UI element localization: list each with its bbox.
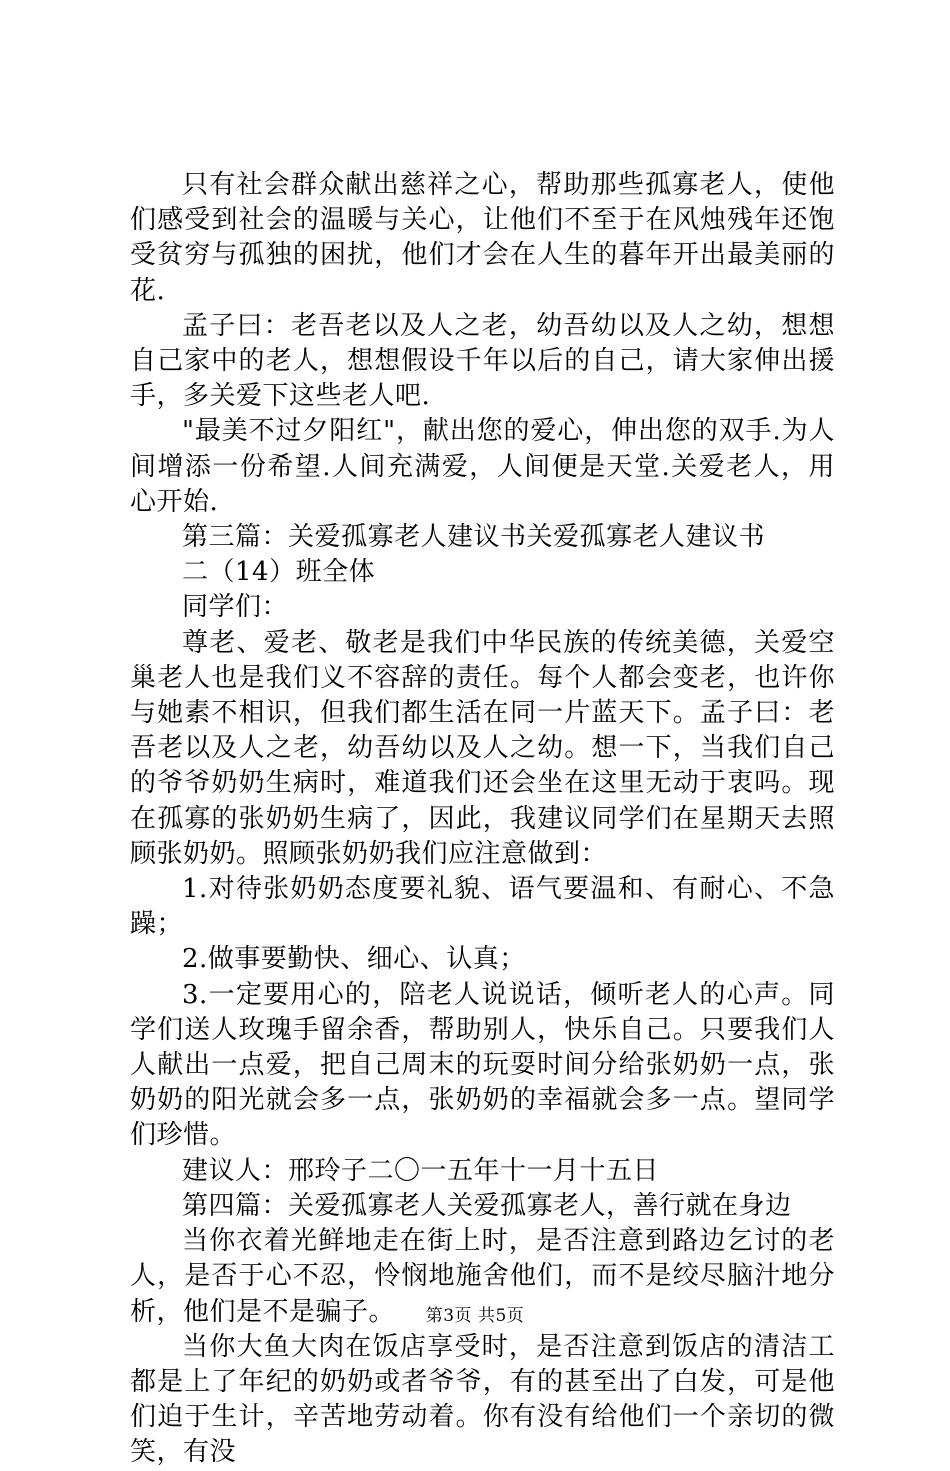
- list-item: 3.一定要用心的，陪老人说说话，倾听老人的心声。同学们送人玫瑰手留余香，帮助别人，快乐自己。只要我们人人献出一点爱，把自己周末的玩耍时间分给张奶奶一点，张奶奶的阳光就会多一点，张奶奶的幸福就会多一点。望同学们珍惜。: [130, 979, 835, 1151]
- paragraph: 尊老、爱老、敬老是我们中华民族的传统美德，关爱空巢老人也是我们义不容辞的责任。每个人都会变老，也许你与她素不相识，但我们都生活在同一片蓝天下。孟子曰：老吾老以及人之老，幼吾幼以及人之幼。想一下，当我们自己的爷爷奶奶生病时，难道我们还会坐在这里无动于衷吗。现在孤寡的张奶奶生病了，因此，我建议同学们在星期天去照顾张奶奶。照顾张奶奶我们应注意做到：: [130, 627, 835, 869]
- document-body: [130, 168, 835, 1471]
- page-number-footer: 第3页 共5页: [425, 1306, 525, 1326]
- paragraph: 当你大鱼大肉在饭店享受时，是否注意到饭店的清洁工都是上了年纪的奶奶或者爷爷，有的甚至出了白发，可是他们迫于生计，辛苦地劳动着。你有没有给他们一个亲切的微笑，有没: [130, 1331, 835, 1468]
- signature-line: 建议人：邢玲子二〇一五年十一月十五日: [182, 1155, 660, 1186]
- section-heading: 第四篇：关爱孤寡老人关爱孤寡老人，善行就在身边: [182, 1190, 792, 1221]
- paragraph: "最美不过夕阳红"，献出您的爱心，伸出您的双手.为人间增添一份希望.人间充满爱，人间便是天堂.关爱老人，用心开始.: [130, 416, 835, 517]
- paragraph: 当你衣着光鲜地走在街上时，是否注意到路边乞讨的老人，是否于心不忍，怜悯地施舍他们，而不是绞尽脑汁地分析，他们是不是骗子。: [130, 1226, 835, 1327]
- paragraph: 只有社会群众献出慈祥之心，帮助那些孤寡老人，使他们感受到社会的温暖与关心，让他们不至于在风烛残年还饱受贫穷与孤独的困扰，他们才会在人生的暮年开出最美丽的花.: [130, 170, 835, 306]
- list-item: 2.做事要勤快、细心、认真；: [182, 944, 526, 975]
- paragraph: 二（14）班全体: [182, 557, 376, 588]
- list-item: 1.对待张奶奶态度要礼貌、语气要温和、有耐心、不急躁；: [130, 874, 835, 940]
- section-heading: 第三篇：关爱孤寡老人建议书关爱孤寡老人建议书: [182, 522, 766, 553]
- salutation: 同学们：: [182, 592, 289, 623]
- paragraph: 孟子曰：老吾老以及人之老，幼吾幼以及人之幼，想想自己家中的老人，想想假设千年以后的自己，请大家伸出援手，多关爱下这些老人吧.: [130, 310, 835, 412]
